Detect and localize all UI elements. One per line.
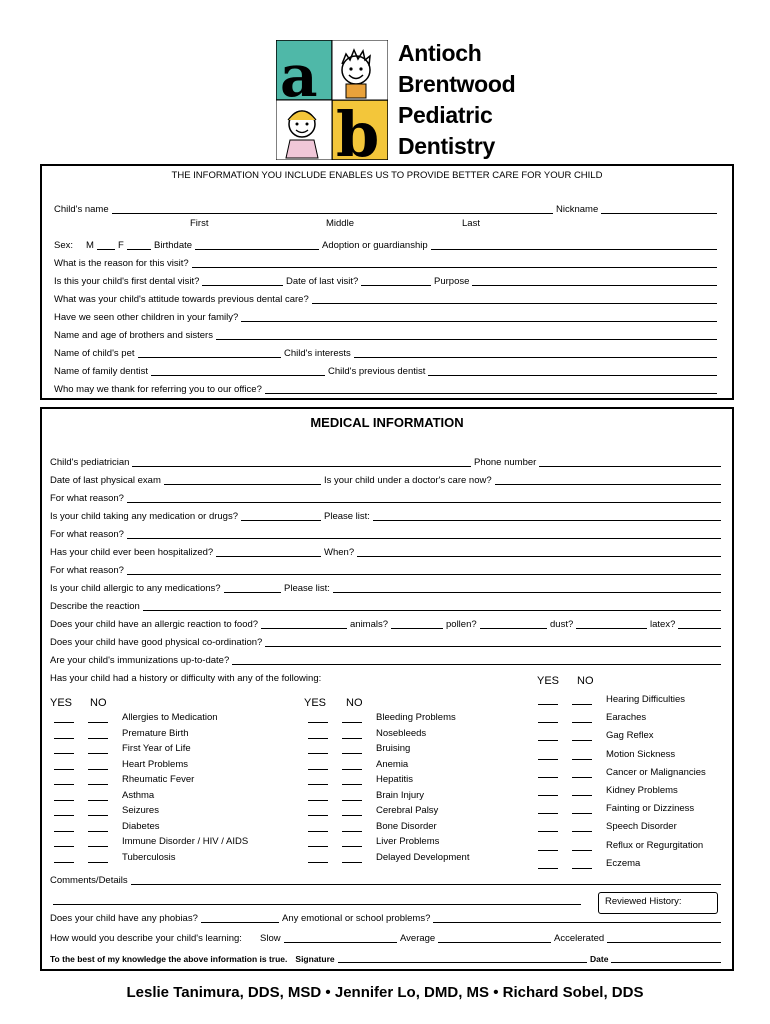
siblings-row [42, 326, 732, 342]
yes-blank[interactable] [308, 837, 328, 847]
date-field[interactable] [611, 953, 721, 963]
medication-field[interactable] [241, 511, 321, 521]
condition-row [538, 855, 640, 869]
attitude-field[interactable] [312, 294, 717, 304]
condition-row [54, 756, 188, 770]
describe-reaction-label: Describe the reaction [50, 601, 140, 612]
no-blank[interactable] [342, 806, 362, 816]
sex-label: Sex: [54, 240, 74, 251]
reviewed-history-label: Reviewed History: [605, 896, 682, 907]
emotional-label: Any emotional or school problems? [282, 913, 431, 924]
no-blank[interactable] [342, 791, 362, 801]
describe-reaction-field[interactable] [143, 601, 721, 611]
dentist-row [42, 362, 732, 378]
food-allergy-label: Does your child have an allergic reaction to food? [50, 619, 259, 630]
for-what-reason-label: For what reason? [50, 565, 124, 576]
slow-field[interactable] [284, 933, 397, 943]
nickname-field[interactable] [601, 204, 717, 214]
condition-row [308, 709, 456, 723]
name-row [42, 200, 732, 216]
male-field[interactable] [97, 240, 115, 250]
condition-row [54, 771, 194, 785]
for-what-reason-label: For what reason? [50, 529, 124, 540]
condition-row [54, 787, 154, 801]
pediatrician-field[interactable] [132, 457, 471, 467]
condition-label: Eczema [606, 857, 641, 869]
patient-info-section [40, 164, 734, 400]
comments-field-2[interactable] [53, 895, 581, 905]
condition-label: Seizures [122, 805, 159, 816]
average-label: Average [400, 933, 436, 944]
reason-3-row [42, 561, 732, 577]
condition-label: Cerebral Palsy [376, 805, 439, 816]
please-list-label: Please list: [284, 583, 330, 594]
condition-row [54, 833, 248, 847]
condition-row [308, 802, 438, 816]
condition-row [308, 725, 426, 739]
dust-label: dust? [550, 619, 574, 630]
yes-blank[interactable] [538, 768, 558, 778]
reason-1-row [42, 489, 732, 505]
col1-no-header: NO [90, 697, 107, 709]
birthdate-field[interactable] [195, 240, 319, 250]
no-blank[interactable] [572, 750, 592, 760]
no-blank[interactable] [88, 775, 108, 785]
condition-label: Premature Birth [122, 727, 189, 739]
condition-row [308, 756, 408, 770]
yes-blank[interactable] [538, 841, 558, 851]
learning-label: How would you describe your child's learning: [50, 933, 242, 944]
yes-blank[interactable] [54, 806, 74, 816]
condition-label: Diabetes [122, 820, 160, 832]
no-blank[interactable] [342, 744, 362, 754]
adoption-label: Adoption or guardianship [322, 240, 428, 251]
pet-row [42, 344, 732, 360]
pet-label: Name of child's pet [54, 348, 135, 359]
condition-row [54, 802, 159, 816]
no-blank[interactable] [572, 768, 592, 778]
learning-row [42, 929, 732, 945]
no-blank[interactable] [572, 822, 592, 832]
attitude-row [42, 290, 732, 306]
signature-row [42, 949, 732, 965]
hospitalized-label: Has your child ever been hospitalized? [50, 547, 214, 558]
logo-letter-a: a [280, 42, 318, 110]
no-blank[interactable] [572, 804, 592, 814]
immunizations-row [42, 651, 732, 667]
history-prompt: Has your child had a history or difficulty with any of the following: [50, 673, 322, 684]
footer-doctors: Leslie Tanimura, DDS, MSD • Jennifer Lo, DMD, MS • Richard Sobel, DDS [126, 984, 644, 1001]
interests-field[interactable] [354, 348, 717, 358]
condition-row [54, 709, 218, 723]
condition-label: Cancer or Malignancies [606, 766, 706, 778]
condition-label: Allergies to Medication [122, 712, 218, 723]
condition-label: Anemia [376, 758, 409, 770]
allergic-meds-label: Is your child allergic to any medications? [50, 583, 221, 594]
accelerated-field[interactable] [607, 933, 721, 943]
date-label: Date [590, 954, 609, 964]
first-name-caption: First [190, 218, 209, 229]
yes-blank[interactable] [54, 791, 74, 801]
no-blank[interactable] [342, 822, 362, 832]
no-blank[interactable] [88, 822, 108, 832]
condition-row [54, 725, 189, 739]
family-dentist-label: Name of family dentist [54, 366, 148, 377]
pollen-field[interactable] [480, 619, 547, 629]
yes-blank[interactable] [308, 806, 328, 816]
pollen-label: pollen? [446, 619, 477, 630]
phobias-field[interactable] [201, 913, 279, 923]
condition-row [538, 691, 685, 705]
yes-blank[interactable] [308, 791, 328, 801]
when-field[interactable] [357, 547, 721, 557]
attitude-label: What was your child's attitude towards previous dental care? [54, 294, 309, 305]
last-physical-field[interactable] [164, 475, 321, 485]
yes-blank[interactable] [538, 731, 558, 741]
condition-label: Asthma [122, 789, 155, 801]
condition-label: Bruising [376, 743, 411, 754]
referral-row [42, 380, 732, 396]
no-blank[interactable] [572, 695, 592, 705]
condition-row [308, 787, 424, 801]
certify-statement: To the best of my knowledge the above information is true. [50, 954, 288, 964]
condition-label: Heart Problems [122, 758, 188, 770]
coordination-label: Does your child have good physical co-ordination? [50, 637, 263, 648]
yes-blank[interactable] [538, 786, 558, 796]
no-blank[interactable] [572, 713, 592, 723]
reaction-row [42, 597, 732, 613]
birthdate-label: Birthdate [154, 240, 193, 251]
emotional-field[interactable] [433, 913, 721, 923]
yes-blank[interactable] [54, 744, 74, 754]
condition-label: Fainting or Dizziness [606, 803, 695, 815]
no-blank[interactable] [88, 791, 108, 801]
condition-label: Delayed Development [376, 851, 470, 863]
col2-no-header: NO [346, 697, 363, 709]
allergic-meds-field[interactable] [224, 583, 281, 593]
purpose-label: Purpose [434, 276, 470, 287]
intro-text: THE INFORMATION YOU INCLUDE ENABLES US TO PROVIDE BETTER CARE FOR YOUR CHILD [171, 170, 603, 181]
dust-field[interactable] [576, 619, 647, 629]
condition-row [538, 837, 703, 851]
for-what-reason-field[interactable] [127, 565, 721, 575]
no-blank[interactable] [342, 837, 362, 847]
medical-title: MEDICAL INFORMATION [310, 415, 464, 430]
practice-line: Dentistry [398, 133, 495, 159]
no-blank[interactable] [88, 806, 108, 816]
medication-list-field[interactable] [373, 511, 721, 521]
food-allergy-row [42, 615, 732, 631]
condition-row [538, 764, 706, 778]
condition-row [538, 709, 646, 723]
for-what-reason-label: For what reason? [50, 493, 124, 504]
condition-label: Brain Injury [376, 789, 425, 801]
siblings-label: Name and age of brothers and sisters [54, 330, 213, 341]
family-dentist-field[interactable] [151, 366, 325, 376]
no-blank[interactable] [572, 786, 592, 796]
no-blank[interactable] [342, 775, 362, 785]
adoption-field[interactable] [431, 240, 717, 250]
no-blank[interactable] [88, 729, 108, 739]
hospitalized-row [42, 543, 732, 559]
condition-row [308, 771, 413, 785]
col2-yes-header: YES [304, 697, 327, 709]
reason-2-row [42, 525, 732, 541]
yes-blank[interactable] [538, 750, 558, 760]
no-blank[interactable] [572, 859, 592, 869]
no-blank[interactable] [572, 841, 592, 851]
slow-label: Slow [260, 933, 281, 944]
phone-field[interactable] [539, 457, 721, 467]
pediatrician-label: Child's pediatrician [50, 457, 130, 468]
condition-row [538, 800, 694, 814]
first-visit-row [42, 272, 732, 288]
yes-blank[interactable] [538, 695, 558, 705]
female-label: F [118, 240, 124, 251]
pet-field[interactable] [138, 348, 282, 358]
condition-label: Rheumatic Fever [122, 774, 195, 785]
yes-blank[interactable] [308, 822, 328, 832]
latex-field[interactable] [678, 619, 721, 629]
condition-row [308, 740, 410, 754]
condition-row [538, 782, 678, 796]
no-blank[interactable] [88, 713, 108, 723]
accelerated-label: Accelerated [554, 933, 605, 944]
logo-letter-b: b [336, 98, 380, 160]
referral-field[interactable] [265, 384, 717, 394]
condition-label: Liver Problems [376, 836, 440, 847]
condition-label: Gag Reflex [606, 730, 654, 742]
col3-no-header: NO [577, 675, 594, 687]
last-physical-label: Date of last physical exam [50, 475, 161, 486]
medication-row [42, 507, 732, 523]
latex-label: latex? [650, 619, 676, 630]
comments-row-2 [42, 891, 592, 907]
doctors-care-label: Is your child under a doctor's care now? [324, 475, 492, 486]
medical-info-section [40, 407, 734, 971]
yes-blank[interactable] [308, 744, 328, 754]
condition-row [54, 818, 160, 832]
doctors-care-field[interactable] [495, 475, 721, 485]
yes-blank[interactable] [308, 775, 328, 785]
condition-label: Earaches [606, 712, 647, 724]
yes-blank[interactable] [538, 822, 558, 832]
yes-blank[interactable] [538, 713, 558, 723]
condition-label: Speech Disorder [606, 821, 677, 833]
condition-label: Nosebleeds [376, 727, 427, 739]
previous-dentist-field[interactable] [428, 366, 717, 376]
yes-blank[interactable] [538, 804, 558, 814]
yes-blank[interactable] [54, 775, 74, 785]
seen-others-field[interactable] [241, 312, 717, 322]
no-blank[interactable] [342, 729, 362, 739]
condition-label: Tuberculosis [122, 851, 176, 863]
animals-field[interactable] [391, 619, 443, 629]
practice-logo [276, 40, 388, 160]
phobias-label: Does your child have any phobias? [50, 913, 198, 924]
yes-blank[interactable] [308, 713, 328, 723]
seen-others-row [42, 308, 732, 324]
condition-row [54, 849, 176, 863]
when-label: When? [324, 547, 355, 558]
comments-label: Comments/Details [50, 875, 128, 886]
animals-label: animals? [350, 619, 389, 630]
nickname-label: Nickname [556, 204, 599, 215]
comments-row [42, 871, 732, 887]
last-visit-label: Date of last visit? [286, 276, 359, 287]
physical-row [42, 471, 732, 487]
no-blank[interactable] [572, 731, 592, 741]
signature-label: Signature [295, 954, 335, 964]
col3-yes-header: YES [537, 675, 560, 687]
immunizations-label: Are your child's immunizations up-to-date? [50, 655, 230, 666]
col1-yes-header: YES [50, 697, 73, 709]
condition-label: Bone Disorder [376, 820, 437, 832]
signature-field[interactable] [338, 953, 587, 963]
first-visit-field[interactable] [202, 276, 283, 286]
condition-row [538, 727, 654, 741]
female-field[interactable] [127, 240, 151, 250]
reason-field[interactable] [192, 258, 717, 268]
practice-line: Brentwood [398, 71, 516, 97]
condition-row [54, 740, 191, 754]
interests-label: Child's interests [284, 348, 351, 359]
condition-label: Hearing Difficulties [606, 694, 686, 705]
practice-line: Antioch [398, 40, 482, 66]
average-field[interactable] [438, 933, 551, 943]
condition-label: Bleeding Problems [376, 712, 456, 723]
no-blank[interactable] [342, 853, 362, 863]
no-blank[interactable] [342, 713, 362, 723]
phone-label: Phone number [474, 457, 537, 468]
coordination-row [42, 633, 732, 649]
condition-label: Kidney Problems [606, 785, 678, 796]
childs-name-label: Child's name [54, 204, 109, 215]
practice-name [398, 38, 515, 162]
no-blank[interactable] [88, 760, 108, 770]
allergic-meds-row [42, 579, 732, 595]
no-blank[interactable] [88, 853, 108, 863]
yes-blank[interactable] [54, 760, 74, 770]
immunizations-field[interactable] [232, 655, 721, 665]
yes-blank[interactable] [538, 859, 558, 869]
yes-blank[interactable] [54, 853, 74, 863]
history-prompt-row [42, 669, 732, 685]
yes-blank[interactable] [54, 837, 74, 847]
for-what-reason-field[interactable] [127, 529, 721, 539]
childs-name-field[interactable] [112, 204, 553, 214]
comments-field[interactable] [131, 875, 721, 885]
food-allergy-field[interactable] [261, 619, 347, 629]
pediatrician-row [42, 453, 732, 469]
last-name-caption: Last [462, 218, 480, 229]
condition-label: Motion Sickness [606, 748, 676, 760]
yes-blank[interactable] [308, 760, 328, 770]
no-blank[interactable] [88, 744, 108, 754]
seen-others-label: Have we seen other children in your family? [54, 312, 239, 323]
please-list-label: Please list: [324, 511, 370, 522]
yes-blank[interactable] [308, 729, 328, 739]
practice-line: Pediatric [398, 102, 493, 128]
medication-label: Is your child taking any medication or drugs? [50, 511, 238, 522]
coordination-field[interactable] [265, 637, 721, 647]
condition-row [308, 849, 469, 863]
reason-label: What is the reason for this visit? [54, 258, 189, 269]
reviewed-history-box[interactable] [598, 892, 718, 914]
yes-blank[interactable] [54, 822, 74, 832]
no-blank[interactable] [88, 837, 108, 847]
for-what-reason-field[interactable] [127, 493, 721, 503]
middle-name-caption: Middle [326, 218, 354, 229]
no-blank[interactable] [342, 760, 362, 770]
referral-label: Who may we thank for referring you to our office? [54, 384, 262, 395]
yes-blank[interactable] [54, 713, 74, 723]
allergy-list-field[interactable] [333, 583, 721, 593]
condition-row [538, 818, 677, 832]
condition-label: First Year of Life [122, 743, 191, 754]
condition-label: Hepatitis [376, 774, 413, 785]
reason-row [42, 254, 732, 270]
condition-label: Immune Disorder / HIV / AIDS [122, 836, 249, 847]
first-visit-label: Is this your child's first dental visit? [54, 276, 200, 287]
yes-blank[interactable] [308, 853, 328, 863]
condition-row [308, 833, 439, 847]
condition-row [538, 746, 675, 760]
condition-row [308, 818, 437, 832]
yes-blank[interactable] [54, 729, 74, 739]
siblings-field[interactable] [216, 330, 717, 340]
hospitalized-field[interactable] [216, 547, 321, 557]
last-visit-field[interactable] [361, 276, 431, 286]
sex-row [42, 236, 732, 252]
previous-dentist-label: Child's previous dentist [328, 366, 426, 377]
purpose-field[interactable] [472, 276, 717, 286]
male-label: M [86, 240, 94, 251]
condition-label: Reflux or Regurgitation [606, 839, 704, 851]
